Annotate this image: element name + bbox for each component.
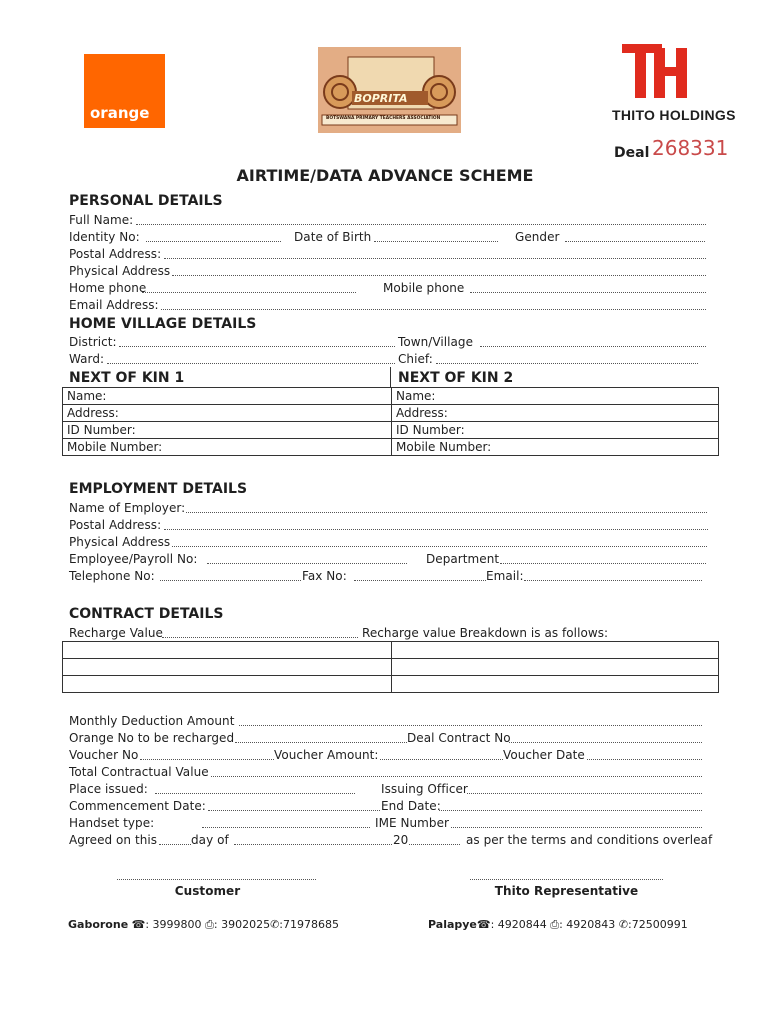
breakdown-cell[interactable] xyxy=(392,659,719,676)
section-heading-personal: PERSONAL DETAILS xyxy=(69,193,223,209)
kin-row-id xyxy=(63,422,719,439)
section-heading-employment: EMPLOYMENT DETAILS xyxy=(69,481,248,497)
mobile-phone-label: Mobile phone xyxy=(383,281,465,295)
ward-label: Ward: xyxy=(69,352,105,366)
ward-field[interactable] xyxy=(107,352,395,364)
full-name-label: Full Name: xyxy=(69,213,134,227)
kin2-name-cell[interactable]: Name: xyxy=(392,388,719,405)
deal-contract-no-label: Deal Contract No xyxy=(407,731,511,745)
voucher-amount-field[interactable] xyxy=(380,748,503,760)
orange-logo xyxy=(84,54,165,128)
kin-row-mobile xyxy=(63,439,719,456)
chief-label: Chief: xyxy=(398,352,433,366)
footer-right-tel: : 4920844 xyxy=(490,918,547,931)
phone-icon: ☎ xyxy=(131,918,146,931)
footer-left-city: Gaborone xyxy=(68,918,129,931)
handset-type-field[interactable] xyxy=(202,816,370,828)
issuing-officer-field[interactable] xyxy=(467,782,702,794)
deal-label: Deal xyxy=(614,145,650,161)
kin2-id-cell[interactable]: ID Number: xyxy=(392,422,719,439)
recharge-value-field[interactable] xyxy=(162,626,358,638)
employer-postal-field[interactable] xyxy=(164,518,708,530)
district-label: District: xyxy=(69,335,117,349)
postal-address-label: Postal Address: xyxy=(69,247,162,261)
orange-logo-text: orange xyxy=(90,104,150,122)
breakdown-cell[interactable] xyxy=(392,642,719,659)
gender-label: Gender xyxy=(515,230,560,244)
physical-address-label: Physical Address xyxy=(69,264,171,278)
footer-palapye xyxy=(428,918,688,932)
next-of-kin-1-heading: NEXT OF KIN 1 xyxy=(69,370,185,386)
thito-th-logo xyxy=(620,42,690,100)
kin-row-address xyxy=(63,405,719,422)
ime-number-label: IME Number xyxy=(375,816,449,830)
telephone-no-label: Telephone No: xyxy=(69,569,155,583)
handset-type-label: Handset type: xyxy=(69,816,155,830)
breakdown-row xyxy=(63,659,719,676)
email-address-label: Email Address: xyxy=(69,298,159,312)
customer-signature-line[interactable] xyxy=(117,868,316,880)
town-village-label: Town/Village xyxy=(398,335,473,349)
fax-no-label: Fax No: xyxy=(302,569,347,583)
department-field[interactable] xyxy=(500,552,706,564)
voucher-date-field[interactable] xyxy=(587,748,702,760)
employer-email-label: Email: xyxy=(486,569,524,583)
agreed-year-field[interactable] xyxy=(409,833,460,845)
footer-right-fax: : 4920843 xyxy=(559,918,616,931)
footer-right-whatsapp: :72500991 xyxy=(628,918,688,931)
home-phone-field[interactable] xyxy=(142,281,356,293)
voucher-amount-label: Voucher Amount: xyxy=(274,748,379,762)
dob-field[interactable] xyxy=(374,230,498,242)
breakdown-cell[interactable] xyxy=(392,676,719,693)
association-logo-subtitle: BOTSWANA PRIMARY TEACHERS ASSOCIATION xyxy=(326,116,441,121)
breakdown-cell[interactable] xyxy=(63,659,392,676)
postal-address-field[interactable] xyxy=(164,247,706,259)
kin1-id-cell[interactable]: ID Number: xyxy=(63,422,392,439)
kin-divider xyxy=(390,367,391,387)
kin2-address-cell[interactable]: Address: xyxy=(392,405,719,422)
orange-no-field[interactable] xyxy=(235,731,407,743)
employer-physical-label: Physical Address xyxy=(69,535,171,549)
fax-icon: ⎙ xyxy=(205,918,214,931)
home-phone-label: Home phone xyxy=(69,281,147,295)
next-of-kin-table xyxy=(62,387,719,456)
association-logo xyxy=(318,47,461,133)
recharge-breakdown-table xyxy=(62,641,719,693)
total-value-label: Total Contractual Value xyxy=(69,765,209,779)
footer-gaborone xyxy=(68,918,339,932)
representative-signature-line[interactable] xyxy=(470,868,663,880)
breakdown-cell[interactable] xyxy=(63,642,392,659)
phone-icon: ☎ xyxy=(476,918,491,931)
monthly-deduction-label: Monthly Deduction Amount xyxy=(69,714,235,728)
employer-name-label: Name of Employer: xyxy=(69,501,186,515)
employer-email-field[interactable] xyxy=(524,569,702,581)
customer-signature-label: Customer xyxy=(174,884,241,898)
deal-contract-no-field[interactable] xyxy=(509,731,702,743)
agreed-prefix-label: Agreed on this xyxy=(69,833,158,847)
voucher-no-field[interactable] xyxy=(140,748,274,760)
company-name: THITO HOLDINGS xyxy=(612,107,736,123)
ime-number-field[interactable] xyxy=(451,816,702,828)
total-value-field[interactable] xyxy=(211,765,702,777)
breakdown-row xyxy=(63,642,719,659)
telephone-no-field[interactable] xyxy=(160,569,301,581)
breakdown-row xyxy=(63,676,719,693)
orange-no-label: Orange No to be recharged xyxy=(69,731,235,745)
mobile-phone-field[interactable] xyxy=(470,281,706,293)
kin1-mobile-cell[interactable]: Mobile Number: xyxy=(63,439,392,456)
kin1-address-cell[interactable]: Address: xyxy=(63,405,392,422)
association-logo-name: BOPRITA xyxy=(354,92,408,105)
issuing-officer-label: Issuing Officer xyxy=(381,782,468,796)
email-address-field[interactable] xyxy=(161,298,706,310)
place-issued-label: Place issued: xyxy=(69,782,148,796)
whatsapp-icon: ✆ xyxy=(618,918,629,931)
employer-postal-label: Postal Address: xyxy=(69,518,162,532)
commencement-date-field[interactable] xyxy=(208,799,380,811)
breakdown-cell[interactable] xyxy=(63,676,392,693)
monthly-deduction-field[interactable] xyxy=(239,714,702,726)
recharge-breakdown-label: Recharge value Breakdown is as follows: xyxy=(362,626,609,640)
page-title: AIRTIME/DATA ADVANCE SCHEME xyxy=(236,166,534,185)
chief-field[interactable] xyxy=(436,352,698,364)
footer-left-fax: : 3902025 xyxy=(213,918,271,931)
place-issued-field[interactable] xyxy=(155,782,355,794)
full-name-field[interactable] xyxy=(136,213,706,225)
agreed-dayof-label: day of xyxy=(191,833,229,847)
town-village-field[interactable] xyxy=(480,335,706,347)
payroll-no-field[interactable] xyxy=(207,552,407,564)
physical-address-field[interactable] xyxy=(172,264,706,276)
next-of-kin-2-heading: NEXT OF KIN 2 xyxy=(398,370,514,386)
kin2-mobile-cell[interactable]: Mobile Number: xyxy=(392,439,719,456)
footer-left-whatsapp: :71978685 xyxy=(279,918,339,931)
dob-label: Date of Birth xyxy=(294,230,372,244)
section-heading-home-village: HOME VILLAGE DETAILS xyxy=(69,316,257,332)
commencement-date-label: Commencement Date: xyxy=(69,799,206,813)
agreed-day-field[interactable] xyxy=(159,833,191,845)
agreed-month-field[interactable] xyxy=(234,833,392,845)
agreed-year-label: 20 xyxy=(393,833,409,847)
recharge-value-label: Recharge Value xyxy=(69,626,163,640)
end-date-label: End Date: xyxy=(381,799,441,813)
payroll-no-label: Employee/Payroll No: xyxy=(69,552,198,566)
footer-right-city: Palapye xyxy=(428,918,477,931)
identity-no-field[interactable] xyxy=(146,230,281,242)
kin1-name-cell[interactable]: Name: xyxy=(63,388,392,405)
voucher-no-label: Voucher No xyxy=(69,748,139,762)
district-field[interactable] xyxy=(119,335,395,347)
gender-field[interactable] xyxy=(565,230,705,242)
representative-signature-label: Thito Representative xyxy=(494,884,639,898)
agreed-suffix-label: as per the terms and conditions overleaf xyxy=(466,833,713,847)
end-date-field[interactable] xyxy=(439,799,702,811)
department-label: Department xyxy=(426,552,500,566)
whatsapp-icon: ✆ xyxy=(270,918,280,931)
voucher-date-label: Voucher Date xyxy=(503,748,585,762)
deal-number: 268331 xyxy=(652,136,729,160)
fax-no-field[interactable] xyxy=(354,569,486,581)
footer-left-tel: : 3999800 xyxy=(145,918,202,931)
section-heading-contract: CONTRACT DETAILS xyxy=(69,606,224,622)
fax-icon: ⎙ xyxy=(550,918,560,931)
kin-row-name xyxy=(63,388,719,405)
employer-name-field[interactable] xyxy=(186,501,707,513)
employer-physical-field[interactable] xyxy=(172,535,707,547)
identity-no-label: Identity No: xyxy=(69,230,140,244)
